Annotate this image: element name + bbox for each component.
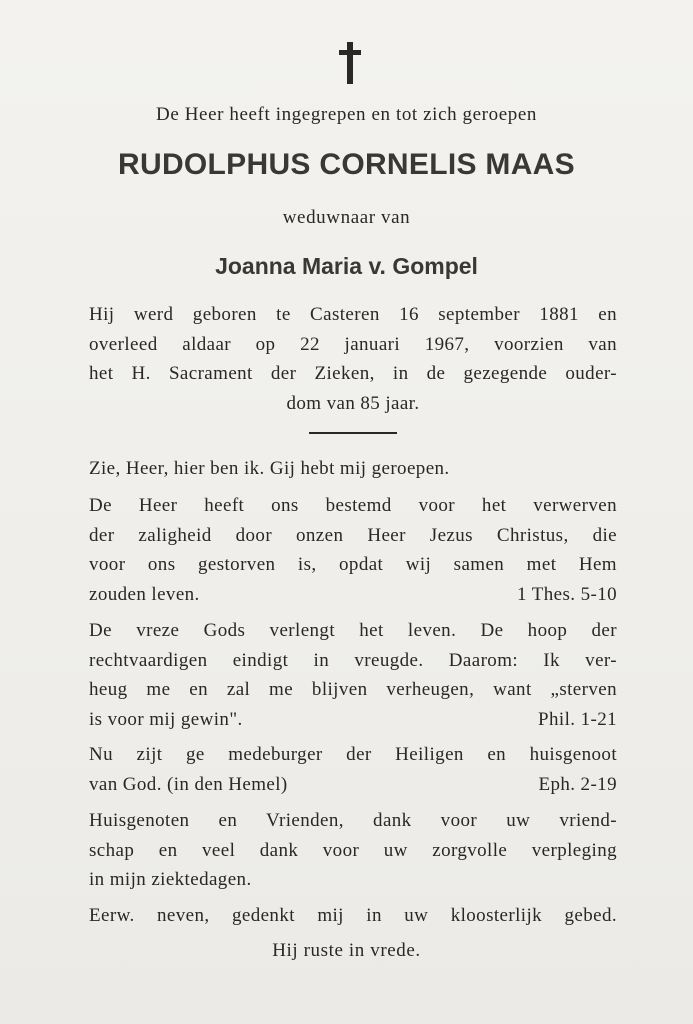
quote-line: Huisgenoten en Vrienden, dank voor uw vriend- xyxy=(89,810,617,831)
quote-1 xyxy=(89,454,617,484)
quote-line: rechtvaardigen eindigt in vreugde. Daarom: Ik ver- xyxy=(89,649,617,671)
quote-2 xyxy=(89,491,617,609)
quote-ref-line xyxy=(89,580,617,610)
biography-line: dom van 85 jaar. xyxy=(286,392,420,414)
divider xyxy=(309,432,397,434)
biography-line: overleed aldaar op 22 januari 1967, voorzien van xyxy=(89,333,617,355)
quote-6 xyxy=(89,901,617,931)
quote-line: De Heer heeft ons bestemd voor het verwerven xyxy=(89,495,617,516)
quote-ref-line xyxy=(89,770,617,800)
scripture-reference: Phil. 1-21 xyxy=(538,708,617,730)
biography-line: Hij werd geboren te Casteren 16 september 1881 en xyxy=(89,304,617,325)
quote-line: is voor mij gewin". xyxy=(89,708,243,730)
intro-line: De Heer heeft ingegrepen en tot zich geroepen xyxy=(156,104,537,125)
cross-icon xyxy=(339,42,361,84)
quote-3 xyxy=(89,616,617,734)
scripture-reference: Eph. 2-19 xyxy=(538,773,617,795)
quote-line: voor ons gestorven is, opdat wij samen met Hem xyxy=(89,554,617,575)
quote-line: heug me en zal me blijven verheugen, want „sterven xyxy=(89,679,617,700)
deceased-name: RUDOLPHUS CORNELIS MAAS xyxy=(118,148,575,181)
quote-line: der zaligheid door onzen Heer Jezus Christus, die xyxy=(89,524,617,546)
quote-line: van God. (in den Hemel) xyxy=(89,773,288,795)
quote-line: Nu zijt ge medeburger der Heiligen en huisgenoot xyxy=(89,744,617,765)
quote-line: Zie, Heer, hier ben ik. Gij hebt mij geroepen. xyxy=(89,458,450,479)
quote-ref-line xyxy=(89,705,617,735)
quote-4 xyxy=(89,740,617,799)
quote-line: Eerw. neven, gedenkt mij in uw kloosterlijk gebed. xyxy=(89,905,617,926)
quote-5 xyxy=(89,806,617,895)
spouse-name: Joanna Maria v. Gompel xyxy=(215,253,478,279)
quote-line: schap en veel dank voor uw zorgvolle verpleging xyxy=(89,839,617,861)
quote-line: zouden leven. xyxy=(89,583,200,605)
biography xyxy=(89,300,617,418)
closing-line: Hij ruste in vrede. xyxy=(272,940,421,961)
scripture-reference: 1 Thes. 5-10 xyxy=(517,583,617,605)
relation-line: weduwnaar van xyxy=(282,207,411,228)
quote-line: De vreze Gods verlengt het leven. De hoop der xyxy=(89,620,617,641)
biography-line: het H. Sacrament der Zieken, in de gezegende ouder- xyxy=(89,363,617,384)
quote-line: in mijn ziektedagen. xyxy=(89,869,252,890)
